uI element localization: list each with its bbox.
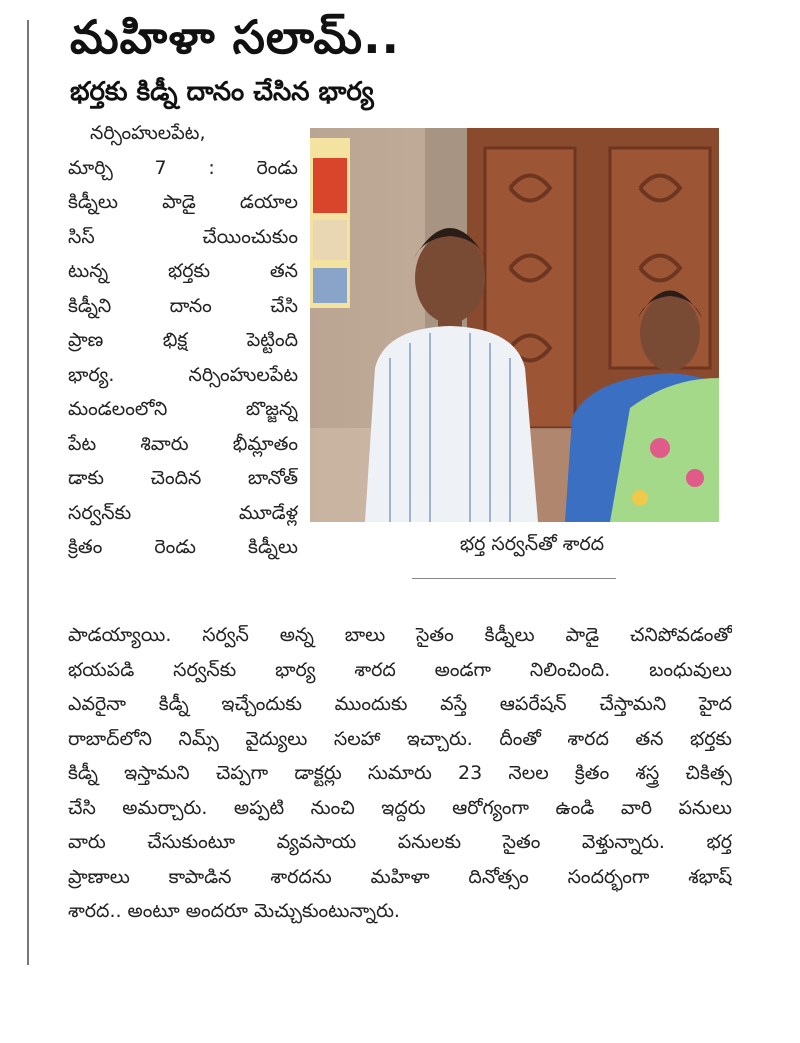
column-divider-line [27, 20, 29, 965]
body-line: ప్రాణాలు కాపాడిన శారదను మహిళా దినోత్సం సందర్భంగా శభాష్ [68, 865, 732, 888]
caption-underline [412, 578, 616, 579]
body-line: కిడ్నీ ఇస్తామని చెప్పగా డాక్టర్లు సుమారు 23 నెలల క్రితం శస్త్ర చికిత్స [68, 762, 732, 784]
body-line: పాడయ్యాయి. సర్వన్ అన్న బాలు సైతం కిడ్నీలు పాడై చనిపోవడంతో [68, 624, 732, 646]
couple-photo [310, 128, 719, 522]
column-line: పేట శివారు భీమ్లాతం [68, 432, 298, 455]
body-line: శారద.. అంటూ అందరూ మెచ్చుకుంటున్నారు. [68, 900, 400, 922]
subheadline: భర్తకు కిడ్నీ దానం చేసిన భార్య [70, 77, 374, 107]
column-line: కిడ్నీని దానం చేసి [68, 294, 298, 317]
body-line: వారు చేసుకుంటూ వ్యవసాయ పనులకు సైతం వెళ్తున్నారు. భర్త [68, 831, 732, 853]
article-body-text [68, 618, 732, 929]
column-line: డాకు చెందిన బానోత్ [68, 467, 298, 489]
column-line: నర్సింహులపేట, [90, 122, 206, 144]
column-line: క్రితం రెండు కిడ్నీలు [68, 536, 298, 558]
body-line: రాబాద్‌లోని నిమ్స్ వైద్యులు సలహా ఇచ్చారు. దీంతో శారద తన భర్తకు [68, 727, 732, 750]
column-line: మండలంలోని బొజ్జన్న [68, 398, 298, 420]
column-line: కిడ్నీలు పాడై డయాల [68, 191, 298, 213]
column-line: సర్వన్‌కు మూడేళ్ల [68, 501, 298, 524]
photo-caption: భర్త సర్వన్‌తో శారద [459, 533, 605, 555]
column-line: సిస్ చేయించుకుం [68, 225, 298, 248]
column-line: భార్య. నర్సింహులపేట [68, 363, 298, 386]
body-line: భయపడి సర్వన్‌కు భార్య శారద అండగా నిలించింది. బంధువులు [68, 658, 732, 681]
body-line: ఎవరైనా కిడ్నీ ఇచ్చేందుకు ముందుకు వస్తే ఆపరేషన్ చేస్తామని హైద [68, 693, 732, 715]
narrow-column-text [68, 116, 298, 565]
body-line: చేసి అమర్చారు. అప్పటి నుంచి ఇద్దరు ఆరోగ్యంగా ఉండి వారి పనులు [68, 796, 732, 819]
headline: మహిళా సలామ్.. [70, 10, 401, 64]
column-line: ప్రాణ భిక్ష పెట్టింది [68, 329, 298, 351]
column-line: మార్చి 7 : రెండు [68, 156, 298, 179]
column-line: టున్న భర్తకు తన [68, 260, 298, 282]
